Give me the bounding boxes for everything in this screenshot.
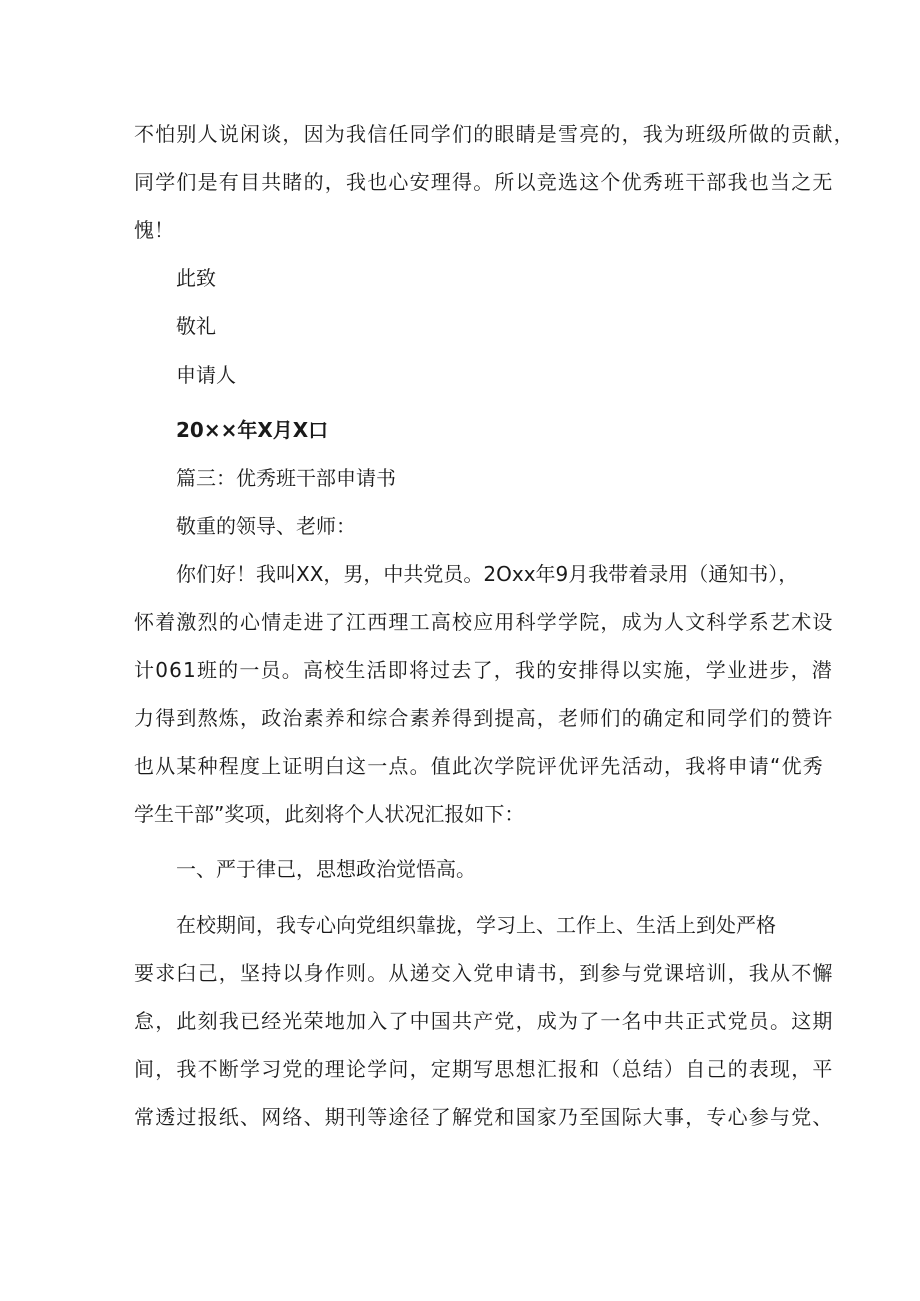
text-line: 同学们是有目共睹的，我也心安理得。所以竞选这个优秀班干部我也当之无 — [134, 170, 834, 194]
text-line: 愧！ — [134, 218, 174, 242]
date-line: 20××年X月X口 — [176, 418, 329, 442]
text-line: 也从某种程度上证明白这一点。值此次学院评优评先活动，我将申请“优秀 — [134, 754, 824, 778]
text-line: 你们好！我叫XX，男，中共党员。2Oxx年9月我带着录用（通知书）， — [176, 562, 799, 586]
text-line: 学生干部”奖项，此刻将个人状况汇报如下： — [134, 802, 525, 826]
closing-regards: 敬礼 — [176, 314, 216, 338]
greeting: 敬重的领导、老师： — [176, 514, 356, 538]
text-line: 在校期间，我专心向党组织靠拢，学习上、工作上、生活上到处严格 — [176, 913, 776, 937]
text-line: 不怕别人说闲谈，因为我信任同学们的眼睛是雪亮的，我为班级所做的贡献， — [134, 122, 855, 146]
text-line: 力得到熬炼，政治素养和综合素养得到提高，老师们的确定和同学们的赞许 — [134, 706, 834, 730]
text-line: 间，我不断学习党的理论学问，定期写思想汇报和（总结）自己的表现，平 — [134, 1057, 834, 1081]
text-line: 计061班的一员。高校生活即将过去了，我的安排得以实施，学业进步，潜 — [134, 658, 833, 682]
section-heading: 篇三：优秀班干部申请书 — [176, 466, 396, 490]
text-line: 怠，此刻我已经光荣地加入了中国共产党，成为了一名中共正式党员。这期 — [134, 1009, 834, 1033]
text-line: 常透过报纸、网络、期刊等途径了解党和国家乃至国际大事，专心参与党、 — [134, 1105, 834, 1129]
text-line: 要求臼己，坚持以身作则。从递交入党申请书，到参与党课培训，我从不懈 — [134, 961, 834, 985]
section-subheading: 一、严于律己，思想政治觉悟高。 — [176, 857, 476, 881]
applicant-label: 申请人 — [176, 363, 236, 387]
text-line: 怀着激烈的心情走进了江西理工高校应用科学学院，成为人文科学系艺术设 — [134, 610, 834, 634]
closing-salutation: 此致 — [176, 266, 216, 290]
